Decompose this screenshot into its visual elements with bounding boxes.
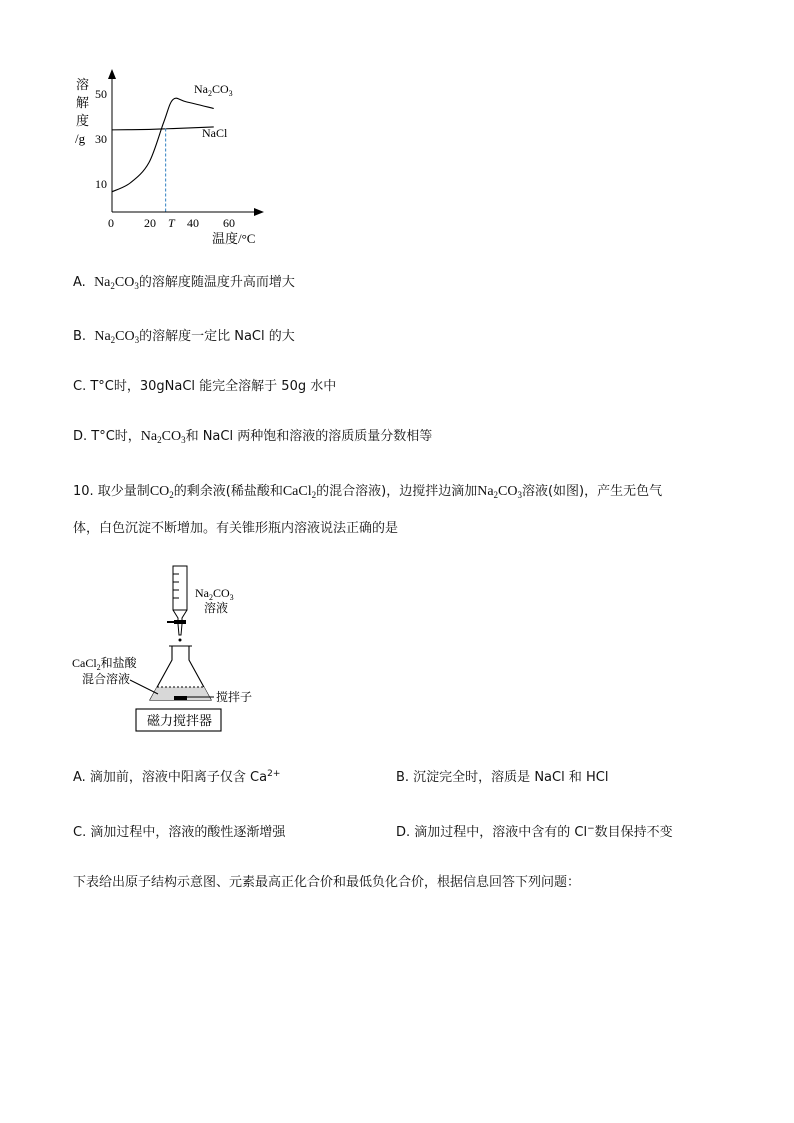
flask-solution-label: CaCl$_2$和盐酸 bbox=[72, 656, 137, 672]
burette-tip bbox=[178, 624, 182, 635]
ylabel-1: 溶 bbox=[76, 77, 90, 92]
magnetic-stirrer-label: 磁力搅拌器 bbox=[147, 713, 213, 728]
x-tick-60: 60 bbox=[223, 216, 235, 230]
y-tick-30: 30 bbox=[95, 132, 107, 146]
x-axis-unit: 温度/°C bbox=[212, 231, 256, 245]
y-tick-50: 50 bbox=[95, 87, 107, 101]
nacl-curve bbox=[112, 127, 214, 130]
x-tick-40: 40 bbox=[187, 216, 199, 230]
burette-tube bbox=[173, 566, 187, 610]
y-axis-arrow bbox=[108, 69, 116, 79]
flask-label-pointer bbox=[130, 680, 158, 694]
drop bbox=[179, 639, 182, 642]
q10-option-d: D. 滴加过程中，溶液中含有的 Cl−数目保持不变 bbox=[396, 824, 673, 840]
burette-reagent-label-2: 溶液 bbox=[204, 601, 229, 615]
q9-option-d: D. T°C时，$Na_2CO_3$和 NaCl 两种饱和溶液的溶质质量分数相等 bbox=[73, 429, 433, 445]
q9-option-a: A. $Na_2CO_3$的溶解度随温度升高而增大 bbox=[73, 275, 295, 291]
q10-option-c: C. 滴加过程中，溶液的酸性逐渐增强 bbox=[73, 825, 286, 840]
flask-solution-label-2: 混合溶液 bbox=[82, 672, 131, 686]
ylabel-3: 度 bbox=[76, 113, 90, 128]
q10-stem-line2: 体，白色沉淀不断增加。有关锥形瓶内溶液说法正确的是 bbox=[73, 521, 399, 536]
q9-option-b: B. $Na_2CO_3$的溶解度一定比 NaCl 的大 bbox=[73, 329, 295, 345]
y-tick-10: 10 bbox=[95, 177, 107, 191]
x-axis-arrow bbox=[254, 208, 264, 216]
ylabel-2: 解 bbox=[76, 95, 90, 110]
ylabel-4: /g bbox=[75, 131, 86, 146]
nacl-label: NaCl bbox=[202, 126, 228, 140]
solubility-chart bbox=[70, 65, 270, 245]
q9-option-c: C. T°C时，30gNaCl 能完全溶解于 50g 水中 bbox=[73, 379, 337, 394]
q10-stem-line1: 10. 取少量制$CO_2$的剩余液(稀盐酸和CaCl$_2$的混合溶液)，边搅拌边滴加$Na_2CO_3$溶液(如图)，产生无色气 bbox=[73, 484, 663, 500]
na2co3-curve bbox=[112, 98, 214, 192]
stir-bar-label: 搅拌子 bbox=[216, 690, 253, 704]
burette-reagent-label: $Na_2CO_3$ bbox=[195, 586, 234, 602]
stir-bar bbox=[174, 696, 187, 700]
q10-option-b: B. 沉淀完全时，溶质是 NaCl 和 HCl bbox=[396, 770, 609, 785]
q10-option-a: A. 滴加前，溶液中阳离子仅含 $Ca^{2+}$ bbox=[73, 769, 281, 785]
na2co3-label: $Na_2CO_3$ bbox=[194, 82, 233, 98]
x-tick-20: 20 bbox=[144, 216, 156, 230]
apparatus-figure bbox=[70, 560, 270, 740]
x-tick-T: T bbox=[168, 216, 175, 230]
x-tick-0: 0 bbox=[108, 216, 114, 230]
table-intro: 下表给出原子结构示意图、元素最高正化合价和最低负化合价，根据信息回答下列问题： bbox=[73, 875, 581, 890]
stopcock bbox=[174, 620, 186, 624]
